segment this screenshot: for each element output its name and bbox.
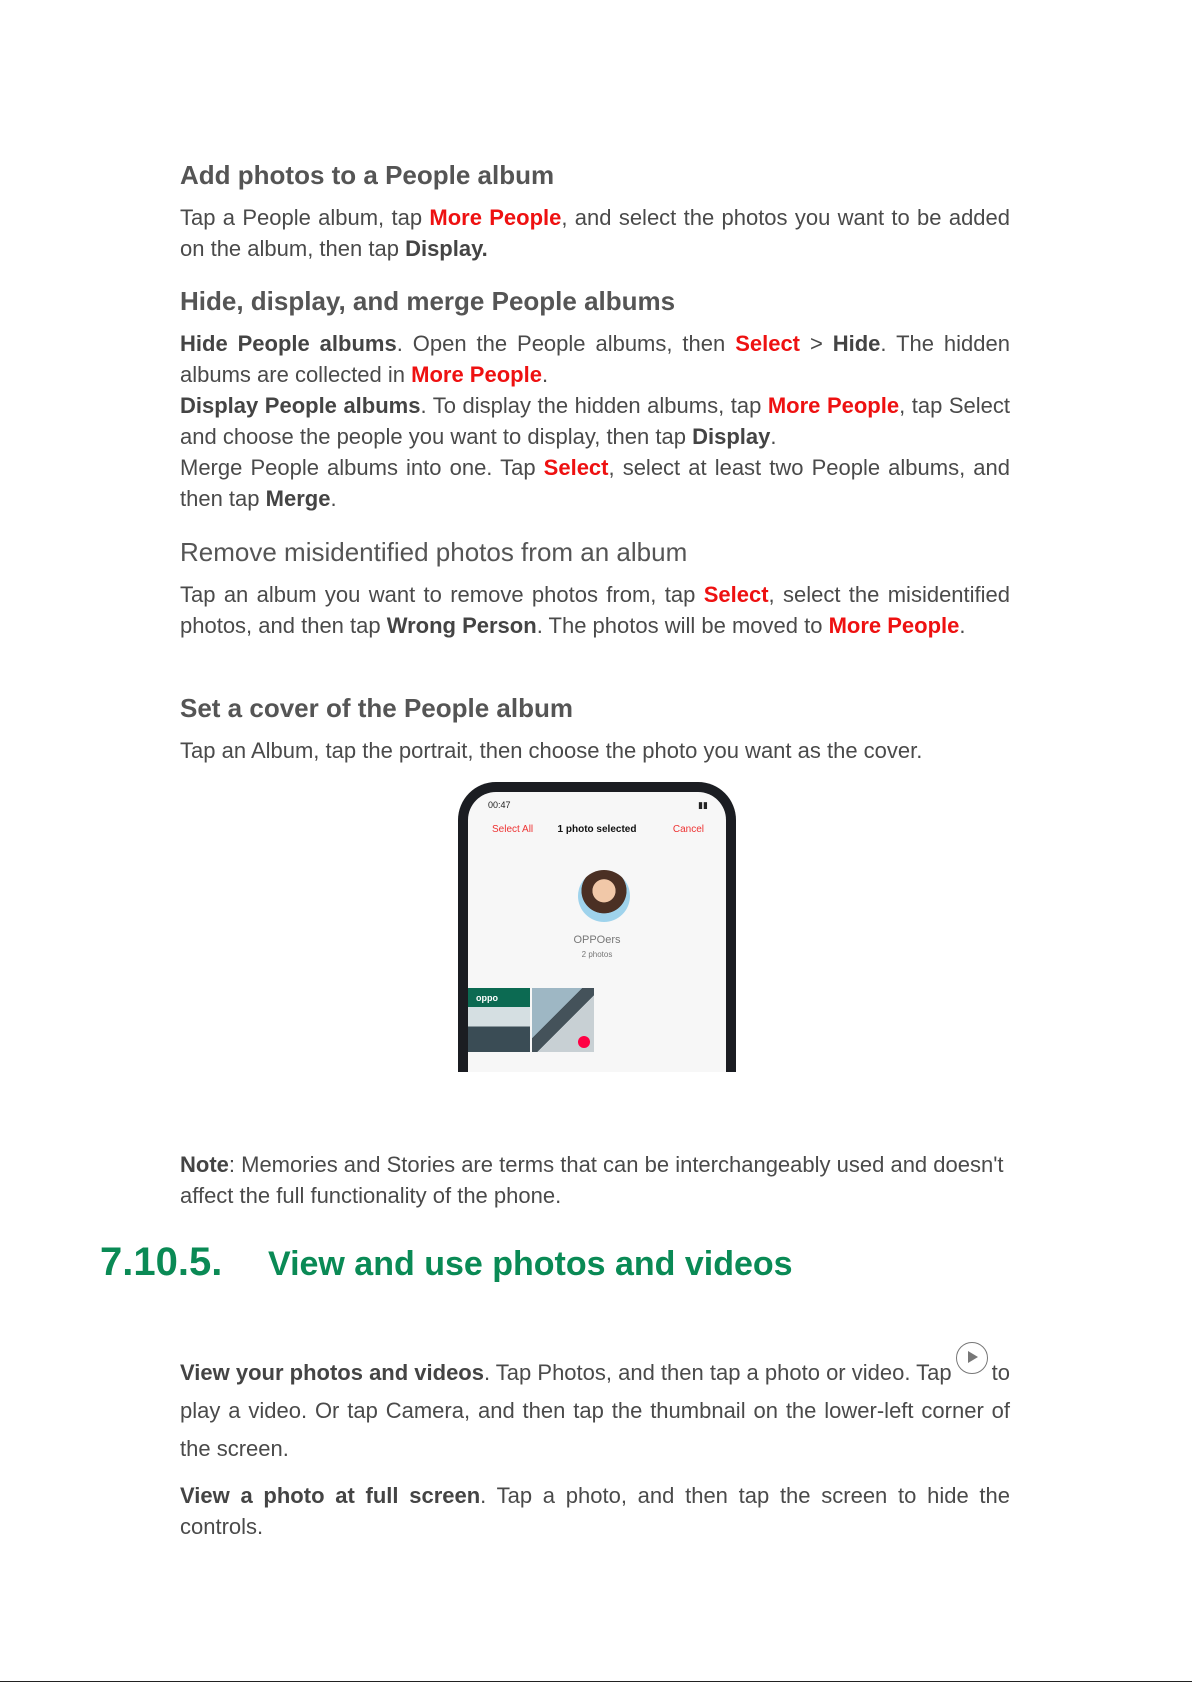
note-label: Note [180,1152,229,1177]
link-select[interactable]: Select [735,331,801,356]
thumbnail-logo: oppo [476,993,498,1003]
paragraph-add-photos: Tap a People album, tap More People, and select the photos you want to be added on the album, then tap Display. [180,205,1011,261]
heading-add-photos: Add photos to a People album [180,160,555,190]
paragraph-display-albums: Display People albums. To display the hidden albums, tap More People, tap Select and choose the people you want to display, then tap Display. [180,393,1010,449]
battery-icon: ▮▮ [698,800,708,810]
section-remove-misidentified [180,535,1010,641]
album-avatar[interactable] [578,870,630,922]
paragraph-remove-misidentified: Tap an album you want to remove photos from, tap Select, select the misidentified photos, and then tap Wrong Person. The photos will be moved to More People. [180,582,1011,638]
paragraph-view-photos: View your photos and videos. Tap Photos, and then tap a photo or video. Tap to play a video. Or tap Camera, and then tap the thumbnail on the lower-left corner of the screen. [180,1342,1010,1468]
link-select[interactable]: Select [703,582,769,607]
heading-hide-display-merge: Hide, display, and merge People albums [180,286,676,316]
link-more-people[interactable]: More People [828,613,960,638]
selection-title: 1 photo selected [557,824,637,835]
photo-thumbnail[interactable] [468,988,530,1052]
album-name: OPPOers [573,934,621,946]
section-view-photos [180,1342,1010,1542]
heading-remove-misidentified: Remove misidentified photos from an album [180,537,688,567]
paragraph-full-screen: View a photo at full screen. Tap a photo, and then tap the screen to hide the controls. [180,1483,1010,1539]
link-more-people[interactable]: More People [411,362,542,387]
status-time: 00:47 [488,800,511,810]
note [180,1149,1010,1211]
cancel-button[interactable]: Cancel [672,824,704,835]
chapter-number: 7.10.5. [100,1240,223,1284]
phone-screen [468,792,726,1072]
check-icon [578,1036,590,1048]
heading-set-cover: Set a cover of the People album [180,693,573,723]
status-bar [488,800,708,814]
photo-thumbnail-selected[interactable] [532,988,594,1052]
paragraph-hide-albums: Hide People albums. Open the People albums, then Select > Hide. The hidden albums are collected in More People. [180,331,1010,387]
link-more-people[interactable]: More People [767,393,900,418]
play-icon [956,1342,988,1374]
link-more-people[interactable]: More People [429,205,562,230]
chapter-title: View and use photos and videos [268,1245,793,1283]
section-set-cover [180,691,1010,766]
phone-screenshot [458,782,736,1072]
select-all-button[interactable]: Select All [492,824,534,835]
note-paragraph: Note: Memories and Stories are terms that can be interchangeably used and doesn't affect the full functionality of the phone. [180,1152,1004,1208]
chapter-heading [100,1240,900,1285]
album-count: 2 photos [581,950,613,959]
link-select[interactable]: Select [543,455,609,480]
section-hide-display-merge [180,284,1010,514]
section-add-photos [180,158,1010,264]
paragraph-merge-albums: Merge People albums into one. Tap Select, select at least two People albums, and then tap Merge. [180,455,1010,511]
selection-bar [468,824,726,846]
paragraph-set-cover: Tap an Album, tap the portrait, then choose the photo you want as the cover. [180,738,923,763]
footer-rule [0,1681,1192,1682]
